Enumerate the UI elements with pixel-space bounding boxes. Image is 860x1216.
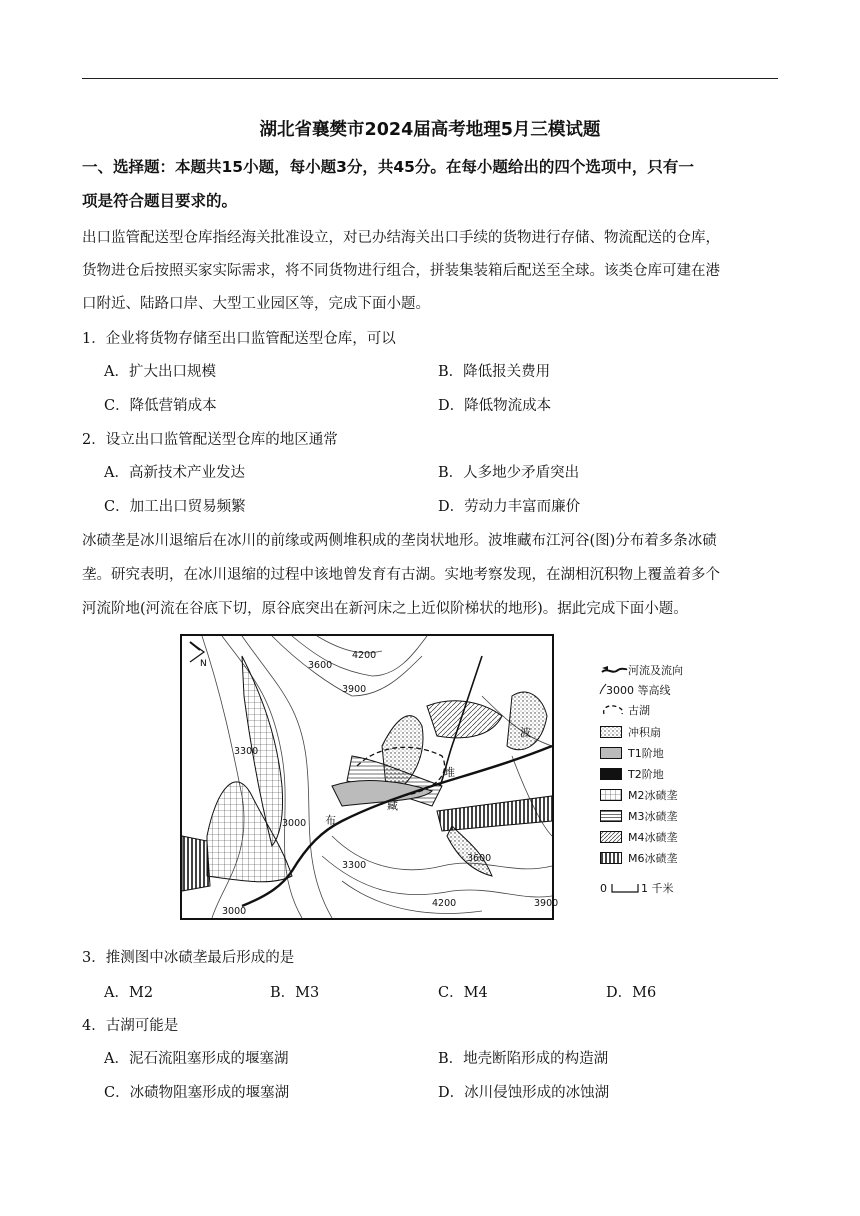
legend-label: T1阶地	[628, 747, 664, 760]
q1-option-c: C．降低营销成本	[104, 398, 217, 414]
q2-option-a: A．高新技术产业发达	[104, 465, 245, 481]
q4-option-b: B．地壳断陷形成的构造湖	[438, 1051, 609, 1067]
contour-label: 3600	[308, 660, 333, 671]
q4-stem: 4．古湖可能是	[82, 1018, 179, 1034]
q1-option-b: B．降低报关费用	[438, 364, 551, 380]
q2-stem: 2．设立出口监管配送型仓库的地区通常	[82, 432, 338, 448]
map-legend	[600, 662, 750, 922]
scale-bar	[600, 880, 674, 896]
page-title: 湖北省襄樊市2024届高考地理5月三模试题	[259, 120, 601, 140]
passage1-line3: 口附近、陆路口岸、大型工业园区等，完成下面小题。	[82, 296, 430, 312]
contour-label: 3600	[467, 853, 492, 864]
contour-label: 4200	[352, 650, 377, 661]
contour-label: 3900	[342, 684, 367, 695]
legend-label: 3000 等高线	[606, 684, 671, 697]
m6-moraine-swatch	[600, 852, 622, 864]
passage2-line1: 冰碛垄是冰川退缩后在冰川的前缘或两侧堆积成的垄岗状地形。波堆藏布江河谷(图)分布着多条冰碛	[82, 533, 717, 549]
header-rule	[82, 78, 778, 79]
scale-bar-icon	[611, 883, 639, 893]
river-legend-icon	[600, 664, 628, 676]
q3-option-a: A．M2	[104, 985, 154, 1001]
scale-label: 1 千米	[641, 882, 674, 895]
contour-label: 3300	[342, 860, 367, 871]
legend-label: M2冰碛垄	[628, 789, 678, 802]
paleolake-legend-icon	[600, 704, 628, 716]
river-name-char: 堆	[444, 766, 455, 779]
contour-label: 3000	[282, 818, 307, 829]
glacier-valley-map	[180, 634, 559, 920]
contour-label: 3900	[534, 898, 559, 909]
scale-zero: 0	[600, 881, 607, 895]
passage1-line2: 货物进仓后按照买家实际需求，将不同货物进行组合，拼装集装箱后配送至全球。该类仓库可建在港	[82, 263, 720, 279]
legend-label: 古湖	[628, 704, 650, 717]
river-name-char: 藏	[387, 799, 398, 812]
alluvial-fan-3	[447, 826, 492, 876]
legend-label: 河流及流向	[628, 664, 683, 677]
north-label: N	[200, 659, 207, 669]
passage1-line1: 出口监管配送型仓库指经海关批准设立，对已办结海关出口手续的货物进行存储、物流配送的仓库，	[82, 230, 720, 246]
q4-option-d: D．冰川侵蚀形成的冰蚀湖	[438, 1085, 610, 1101]
m2-moraine-swatch	[600, 789, 622, 801]
section-heading-line1: 一、选择题：本题共15小题，每小题3分，共45分。在每小题给出的四个选项中，只有一	[82, 158, 694, 176]
legend-label: M4冰碛垄	[628, 831, 678, 844]
contour-label: 3000	[222, 906, 247, 917]
contour-label: 3300	[234, 746, 259, 757]
legend-label: M6冰碛垄	[628, 852, 678, 865]
river-name-char: 布	[325, 814, 336, 827]
alluvial-fan-2	[507, 692, 547, 750]
q3-stem: 3．推测图中冰碛垄最后形成的是	[82, 950, 295, 966]
q1-option-a: A．扩大出口规模	[104, 364, 216, 380]
t2-terrace-swatch	[600, 768, 622, 780]
t1-terrace-swatch	[600, 747, 622, 759]
q4-option-c: C．冰碛物阻塞形成的堰塞湖	[104, 1085, 290, 1101]
m6-moraine-left	[182, 836, 210, 891]
passage2-line2: 垄。研究表明，在冰川退缩的过程中该地曾发育有古湖。实地考察发现，在湖相沉积物上覆盖着多个	[82, 567, 720, 583]
q4-option-a: A．泥石流阻塞形成的堰塞湖	[104, 1051, 289, 1067]
q3-option-c: C．M4	[438, 985, 488, 1001]
m6-moraine-right	[437, 796, 552, 831]
contour-label: 4200	[432, 898, 457, 909]
alluvial-fan-swatch	[600, 726, 622, 738]
q1-option-d: D．降低物流成本	[438, 398, 552, 414]
q2-option-d: D．劳动力丰富而廉价	[438, 499, 581, 515]
map-drawing	[182, 636, 559, 918]
section-heading-line2: 项是符合题目要求的。	[82, 192, 238, 210]
m4-moraine-swatch	[600, 831, 622, 843]
q1-stem: 1．企业将货物存储至出口监管配送型仓库，可以	[82, 331, 396, 347]
q3-option-d: D．M6	[606, 985, 657, 1001]
m3-moraine-swatch	[600, 810, 622, 822]
legend-label: 冲积扇	[628, 726, 661, 739]
legend-label: T2阶地	[628, 768, 664, 781]
q2-option-b: B．人多地少矛盾突出	[438, 465, 580, 481]
river-name-char: 波	[520, 726, 531, 739]
q2-option-c: C．加工出口贸易频繁	[104, 499, 246, 515]
passage2-line3: 河流阶地(河流在谷底下切，原谷底突出在新河床之上近似阶梯状的地形)。据此完成下面小题。	[82, 601, 688, 617]
q3-option-b: B．M3	[270, 985, 320, 1001]
legend-label: M3冰碛垄	[628, 810, 678, 823]
